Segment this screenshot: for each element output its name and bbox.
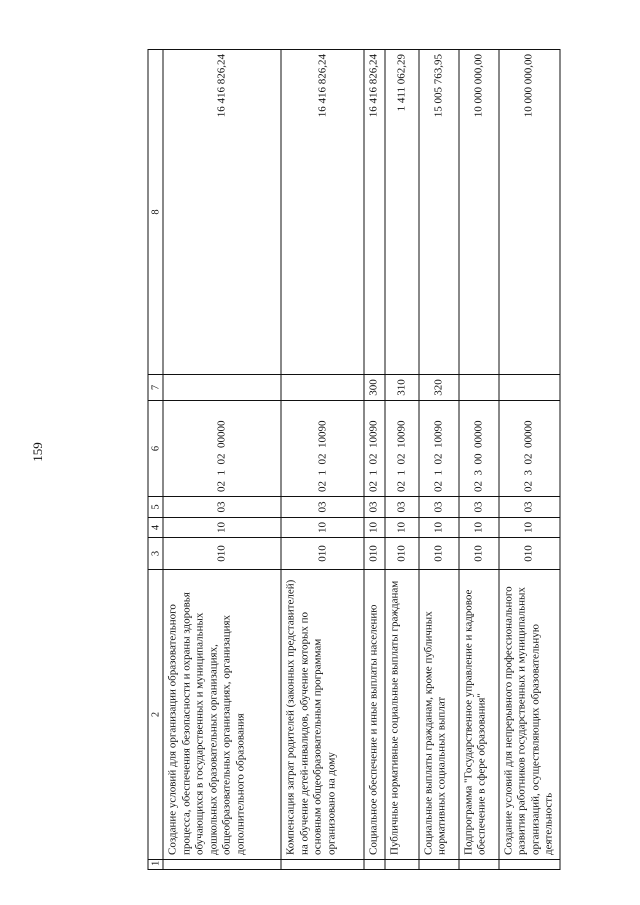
section-cell: 10: [499, 518, 560, 538]
item-name: Подпрограмма "Государственное управление и кадровое обеспечение в сфере образования": [459, 570, 499, 860]
row-number-cell: [499, 860, 560, 870]
code-cell: 010: [385, 538, 419, 570]
item-name: Создание условий для непрерывного профессионального развития работников государственных и муниципальных организаций, осуществляющих образовательную деятельность: [499, 570, 560, 860]
subsection-cell: 03: [364, 497, 385, 518]
column-header: 7: [148, 375, 163, 401]
page-number: 159: [30, 442, 45, 462]
table-row: [499, 50, 560, 870]
rotated-table-container: [148, 50, 555, 870]
subsection-cell: 03: [385, 497, 419, 518]
expense-type-cell: 310: [385, 375, 419, 401]
expense-type-cell: [281, 375, 364, 401]
code-cell: 010: [364, 538, 385, 570]
target-article-cell: 02 1 02 10090: [364, 401, 385, 497]
code-cell: 010: [499, 538, 560, 570]
target-article-cell: 02 1 02 10090: [281, 401, 364, 497]
section-cell: 10: [364, 518, 385, 538]
code-cell: 010: [281, 538, 364, 570]
item-name: Социальное обеспечение и иные выплаты населению: [364, 570, 385, 860]
subsection-cell: 03: [163, 497, 281, 518]
amount-cell: 16 416 826,24: [281, 50, 364, 375]
expense-type-cell: [163, 375, 281, 401]
row-number-cell: [459, 860, 499, 870]
code-cell: 010: [163, 538, 281, 570]
column-header: 4: [148, 518, 163, 538]
amount-cell: 10 000 000,00: [499, 50, 560, 375]
column-header: 8: [148, 50, 163, 375]
item-name: Публичные нормативные социальные выплаты гражданам: [385, 570, 419, 860]
target-article-cell: 02 3 02 00000: [499, 401, 560, 497]
code-cell: 010: [419, 538, 459, 570]
column-header: 1: [148, 860, 163, 870]
section-cell: 10: [419, 518, 459, 538]
expense-type-cell: [459, 375, 499, 401]
section-cell: 10: [459, 518, 499, 538]
target-article-cell: 02 1 02 00000: [163, 401, 281, 497]
subsection-cell: 03: [499, 497, 560, 518]
table-row: [385, 50, 419, 870]
row-number-cell: [364, 860, 385, 870]
column-header: 6: [148, 401, 163, 497]
amount-cell: 15 005 763,95: [419, 50, 459, 375]
amount-cell: 16 416 826,24: [163, 50, 281, 375]
table-row: [459, 50, 499, 870]
row-number-cell: [163, 860, 281, 870]
target-article-cell: 02 3 00 00000: [459, 401, 499, 497]
column-header: 3: [148, 538, 163, 570]
expense-type-cell: [499, 375, 560, 401]
target-article-cell: 02 1 02 10090: [385, 401, 419, 497]
subsection-cell: 03: [459, 497, 499, 518]
section-cell: 10: [163, 518, 281, 538]
column-header: 5: [148, 497, 163, 518]
subsection-cell: 03: [419, 497, 459, 518]
column-header: 2: [148, 570, 163, 860]
table-row: [364, 50, 385, 870]
subsection-cell: 03: [281, 497, 364, 518]
header-row: [148, 50, 163, 870]
budget-table: [148, 49, 561, 870]
row-number-cell: [385, 860, 419, 870]
item-name: Социальные выплаты гражданам, кроме публичных нормативных социальных выплат: [419, 570, 459, 860]
table-row: [163, 50, 281, 870]
code-cell: 010: [459, 538, 499, 570]
row-number-cell: [419, 860, 459, 870]
expense-type-cell: 320: [419, 375, 459, 401]
item-name: Компенсация затрат родителей (законных представителей) на обучение детей-инвалидов, обучение которых по основным общеобразовательным программам организовано на дому: [281, 570, 364, 860]
section-cell: 10: [281, 518, 364, 538]
amount-cell: 1 411 062,29: [385, 50, 419, 375]
table-row: [281, 50, 364, 870]
target-article-cell: 02 1 02 10090: [419, 401, 459, 497]
section-cell: 10: [385, 518, 419, 538]
amount-cell: 10 000 000,00: [459, 50, 499, 375]
row-number-cell: [281, 860, 364, 870]
expense-type-cell: 300: [364, 375, 385, 401]
amount-cell: 16 416 826,24: [364, 50, 385, 375]
table-row: [419, 50, 459, 870]
item-name: Создание условий для организации образовательного процесса, обеспечения безопасности и охраны здоровья обучающихся в государственных и муниципальных дошкольных образовательных организациях, общеобразовательных организациях, организациях дополнительного образования: [163, 570, 281, 860]
